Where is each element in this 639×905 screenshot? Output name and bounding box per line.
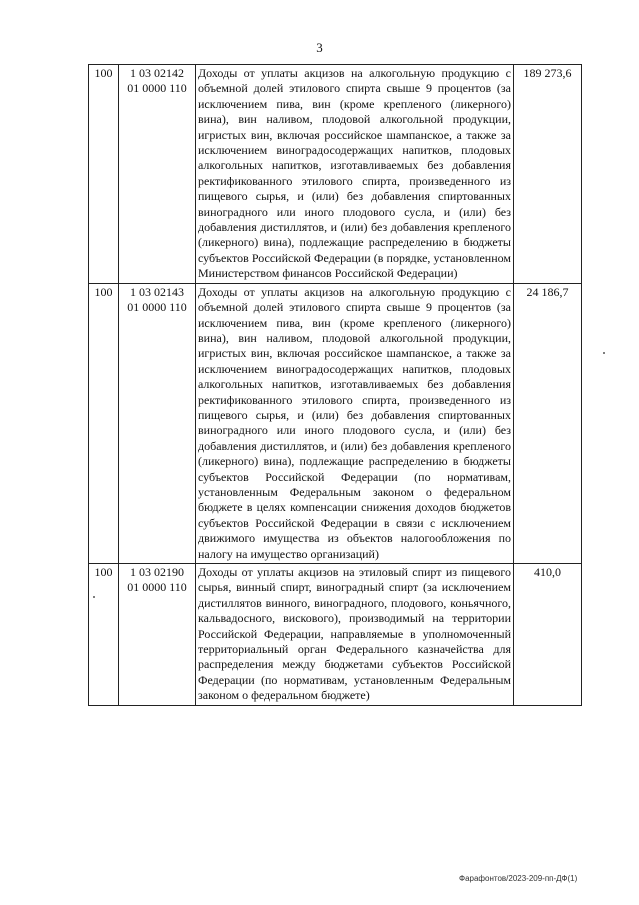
table-row (89, 65, 582, 284)
admin-code-cell: 100 (89, 564, 119, 706)
document-footer-code: Фарафонтов/2023-209-пп-ДФ(1) (459, 874, 578, 883)
revenue-code-cell (119, 564, 196, 706)
revenue-table (88, 64, 582, 706)
revenue-name-cell: Доходы от уплаты акцизов на алкогольную продукцию с объемной долей этилового спирта свыше 9 процентов (за исключением пива, вин (кроме крепленого (ликерного) вина), вин наливом, плодовой алкогольной продукции, игристых вин, включая российское шампанское, а также за исключением виноградосодержащих напитков, плодовых алкогольных напитков, изготавливаемых без добавления ректификованного этилового спирта, произведенного из пищевого сырья, и (или) без добавления спиртованных виноградного или иного плодового сусла, и (или) без добавления дистиллятов, и (или) без добавления крепленого (ликерного) вина), подлежащие распределению в бюджеты субъектов Российской Федерации (по нормативам, установленным Федеральным законом о федеральном бюджете в целях компенсации снижения доходов бюджетов субъектов Российской Федерации в связи с исключением движимого имущества из объектов налогообложения по налогу на имущество организаций) (196, 283, 514, 563)
page-number: 3 (316, 40, 323, 55)
revenue-code-line-2: 01 0000 110 (127, 580, 187, 595)
revenue-code-line-1: 1 03 02190 (130, 565, 184, 579)
revenue-code-line-1: 1 03 02142 (130, 66, 184, 80)
table-row (89, 564, 582, 706)
amount-cell: 24 186,7 (514, 283, 582, 563)
revenue-name-cell: Доходы от уплаты акцизов на этиловый спирт из пищевого сырья, винный спирт, виноградный спирт (за исключением дистиллятов винного, виноградного, плодового, коньячного, кальвадосного, вискового), производимый на территории Российской Федерации, направляемые в уполномоченный территориальный орган Федерального казначейства для распределения между бюджетами субъектов Российской Федерации (по нормативам, установленным Федеральным законом о федеральном бюджете) (196, 564, 514, 706)
revenue-code-line-1: 1 03 02143 (130, 284, 184, 299)
admin-code-cell: 100 (89, 283, 119, 563)
revenue-code-cell (119, 283, 196, 563)
amount-cell: 410,0 (514, 564, 582, 706)
scan-speck (93, 596, 95, 598)
table-row (89, 283, 582, 563)
scan-speck (603, 352, 605, 354)
amount-cell: 189 273,6 (514, 65, 582, 284)
revenue-code-line-2: 01 0000 110 (127, 300, 187, 315)
admin-code-cell: 100 (89, 65, 119, 284)
revenue-code-line-2: 01 0000 110 (127, 81, 187, 96)
revenue-name-cell: Доходы от уплаты акцизов на алкогольную продукцию с объемной долей этилового спирта свыше 9 процентов (за исключением пива, вин (кроме крепленого (ликерного) вина), вин наливом, плодовой алкогольной продукции, игристых вин, включая российское шампанское, а также за исключением виноградосодержащих напитков, плодовых алкогольных напитков, изготавливаемых без добавления ректификованного этилового спирта, произведенного из пищевого сырья, и (или) без добавления спиртованных виноградного или иного плодового сусла, и (или) без добавления дистиллятов, и (или) без добавления крепленого (ликерного) вина), подлежащие распределению в бюджеты субъектов Российской Федерации (в порядке, установленном Министерством финансов Российской Федерации) (196, 65, 514, 284)
revenue-code-cell (119, 65, 196, 284)
